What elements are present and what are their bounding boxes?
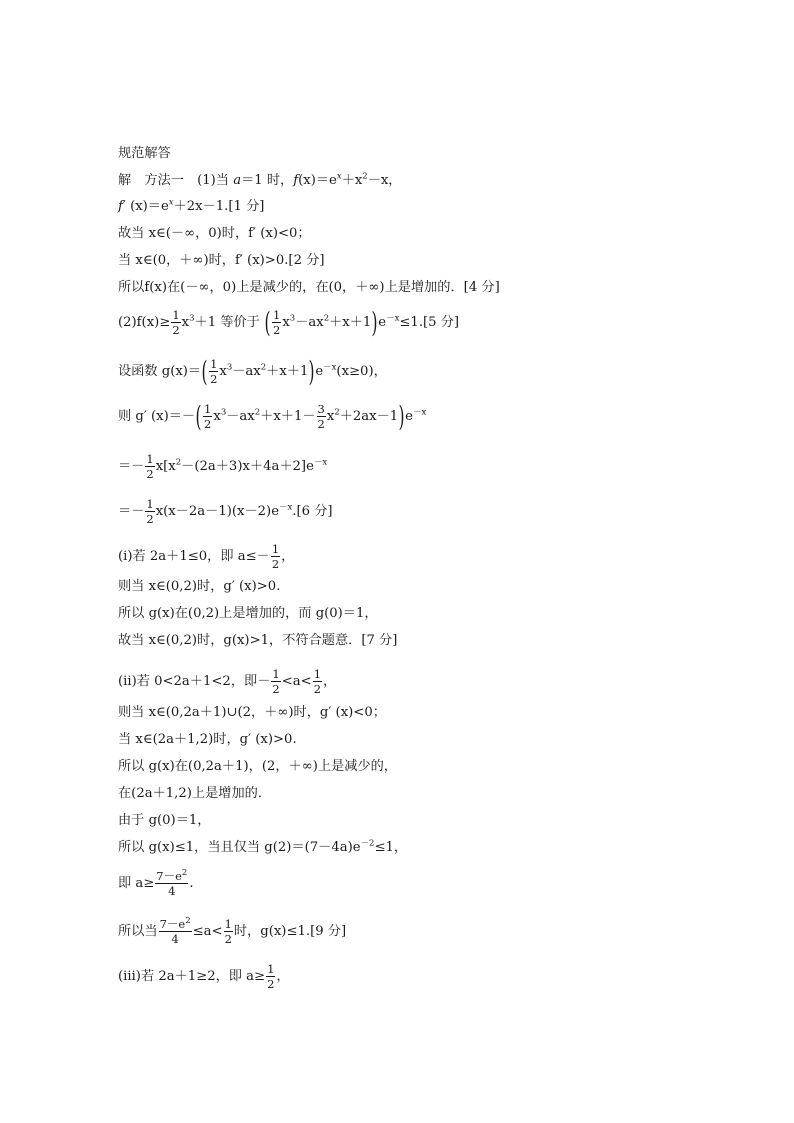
exp: x xyxy=(336,171,342,182)
text: .[6 分] xyxy=(292,504,333,519)
numerator: 1 xyxy=(313,667,322,681)
numerator xyxy=(159,917,192,932)
text: x xyxy=(326,409,335,424)
text: (2)f(x)≥ xyxy=(118,315,171,330)
solution-line-18: 所以 g(x)在(0,2a＋1)，(2，＋∞)上是减少的， xyxy=(118,759,397,774)
numerator: 1 xyxy=(172,308,180,322)
denominator: 2 xyxy=(172,323,180,337)
text: 时，g(x)≤1.[9 分] xyxy=(233,924,347,939)
text: ， xyxy=(281,549,295,564)
text: x xyxy=(282,315,290,330)
solution-line-11 xyxy=(118,542,294,571)
denominator: 2 xyxy=(272,682,280,696)
text: ＋x＋1－ xyxy=(260,409,316,424)
numerator: 1 xyxy=(146,497,154,511)
denominator: 2 xyxy=(273,323,281,337)
exp: －x xyxy=(313,457,328,468)
var-f: f xyxy=(293,173,299,188)
numerator: 1 xyxy=(271,542,280,556)
text: ＋x＋1 xyxy=(266,364,309,379)
solution-line-24 xyxy=(118,962,290,991)
denominator: 2 xyxy=(210,372,218,386)
solution-line-9 xyxy=(118,452,327,481)
fraction-one-half xyxy=(224,917,233,946)
denominator: 2 xyxy=(313,682,322,696)
text: －ax xyxy=(226,409,255,424)
solution-line-3: 故当 x∈(－∞，0)时，f′ (x)<0； xyxy=(118,226,311,241)
text: 即 a≥ xyxy=(118,876,155,891)
solution-line-6 xyxy=(118,305,460,339)
exp: 3 xyxy=(289,313,296,324)
text: <a< xyxy=(281,674,312,689)
text: －ax xyxy=(295,315,324,330)
solution-line-13: 所以 g(x)在(0,2)上是增加的，而 g(0)＝1， xyxy=(118,606,378,621)
solution-line-15 xyxy=(118,667,336,696)
exp: 2 xyxy=(181,868,188,879)
numerator xyxy=(155,869,188,884)
solution-line-17: 当 x∈(2a＋1,2)时，g′ (x)>0. xyxy=(118,732,297,747)
text: ， xyxy=(276,969,290,984)
numerator-text: 7－e xyxy=(156,869,182,883)
text: ≤1.[5 分] xyxy=(399,315,460,330)
text: 设函数 g(x)＝ xyxy=(118,364,202,379)
text: ＋x＋1 xyxy=(329,315,372,330)
fraction-one-half xyxy=(272,308,281,337)
denominator: 2 xyxy=(317,417,325,431)
text: ＝－ xyxy=(118,459,145,474)
denominator: 4 xyxy=(171,932,179,946)
solution-line-14: 故当 x∈(0,2)时，g(x)>1，不符合题意．[7 分] xyxy=(118,633,398,648)
denominator: 2 xyxy=(224,932,232,946)
text: ＋2x－1.[1 分] xyxy=(173,199,265,214)
var-a: a xyxy=(233,173,242,188)
text: ≤1， xyxy=(374,840,408,855)
fraction-one-half xyxy=(271,667,280,696)
numerator: 3 xyxy=(317,402,325,416)
big-paren-left: ( xyxy=(201,354,208,388)
big-paren-right: ) xyxy=(371,305,378,339)
numerator: 1 xyxy=(273,308,281,322)
fraction-one-half xyxy=(271,542,280,571)
big-paren-right: ) xyxy=(308,354,315,388)
text: x xyxy=(213,409,221,424)
text: ′ (x)＝e xyxy=(122,199,169,214)
text: －x， xyxy=(367,173,402,188)
solution-line-2 xyxy=(118,198,264,216)
exp: －x xyxy=(386,313,400,324)
fraction-one-half xyxy=(171,308,180,337)
fraction-one-half xyxy=(209,357,218,386)
solution-line-10 xyxy=(118,497,333,526)
text: (x)＝e xyxy=(298,173,337,188)
solution-line-8 xyxy=(118,399,427,433)
denominator: 4 xyxy=(168,884,176,898)
var-f: f xyxy=(118,199,123,214)
text: x xyxy=(181,315,190,330)
solution-line-20: 由于 g(0)＝1， xyxy=(118,813,211,828)
exp: 2 xyxy=(254,407,261,418)
exp: 2 xyxy=(362,171,368,182)
text: 解 方法一 (1)当 xyxy=(118,173,234,188)
exp: 3 xyxy=(220,407,227,418)
denominator: 2 xyxy=(146,512,154,526)
fraction-7-minus-e2-over-4 xyxy=(155,869,188,898)
text: ， xyxy=(323,674,337,689)
exp: 2 xyxy=(334,407,340,418)
exp: 2 xyxy=(260,362,267,373)
solution-line-5: 所以f(x)在(－∞，0)上是减少的，在(0，＋∞)上是增加的．[4 分] xyxy=(118,280,500,295)
numerator: 1 xyxy=(204,402,212,416)
fraction-one-half xyxy=(145,452,154,481)
fraction-one-half xyxy=(313,667,322,696)
exp: 3 xyxy=(189,313,195,324)
numerator-text: 7－e xyxy=(159,917,186,931)
text: 所以 g(x)≤1，当且仅当 g(2)＝(7－4a)e xyxy=(118,840,361,855)
text: x[x xyxy=(155,459,176,474)
denominator: 2 xyxy=(204,417,212,431)
text: e xyxy=(315,364,324,379)
section-heading: 规范解答 xyxy=(118,146,171,161)
fraction-three-halves xyxy=(317,402,326,431)
text: ＝1 时， xyxy=(241,173,294,188)
big-paren-right: ) xyxy=(398,399,405,433)
fraction-one-half xyxy=(145,497,154,526)
denominator: 2 xyxy=(267,977,275,991)
text: (ⅰ)若 2a＋1≤0，即 a≤－ xyxy=(118,549,270,564)
big-paren-left: ( xyxy=(264,305,271,339)
exp: －x xyxy=(412,407,427,418)
numerator: 1 xyxy=(210,357,218,371)
exp: x xyxy=(168,197,174,208)
text: e xyxy=(405,409,413,424)
numerator: 1 xyxy=(224,917,232,931)
exp: 2 xyxy=(185,916,191,927)
text: －(2a＋3)x＋4a＋2]e xyxy=(181,459,314,474)
text: x(x－2a－1)(x－2)e xyxy=(155,504,279,519)
text: . xyxy=(189,876,194,891)
solution-line-21 xyxy=(118,839,407,857)
exp: 2 xyxy=(175,457,182,468)
fraction-one-half xyxy=(203,402,212,431)
denominator: 2 xyxy=(271,557,280,571)
text: x xyxy=(219,364,227,379)
fraction-one-half xyxy=(266,962,275,991)
text: ＋2ax－1 xyxy=(339,409,399,424)
text: ≤a< xyxy=(192,924,223,939)
solution-line-19: 在(2a＋1,2)上是增加的． xyxy=(118,786,272,801)
text: (x≥0)， xyxy=(336,364,387,379)
numerator: 1 xyxy=(146,452,154,466)
text: ＋1 等价于 xyxy=(194,315,260,330)
text: 所以当 xyxy=(118,924,158,939)
numerator: 1 xyxy=(272,667,280,681)
big-paren-left: ( xyxy=(195,399,202,433)
numerator: 1 xyxy=(267,962,275,976)
solution-line-7 xyxy=(118,354,387,388)
text: ＝－ xyxy=(118,504,145,519)
text: 则 g′ (x)＝－ xyxy=(118,409,196,424)
exp: －2 xyxy=(360,838,375,849)
solution-line-1 xyxy=(118,172,402,190)
text: (ⅱ)若 0<2a＋1<2，即－ xyxy=(118,674,271,689)
solution-line-12: 则当 x∈(0,2)时，g′ (x)>0. xyxy=(118,579,281,594)
exp: 3 xyxy=(226,362,233,373)
text: (ⅲ)若 2a＋1≥2，即 a≥ xyxy=(118,969,266,984)
fraction-7-minus-e2-over-4 xyxy=(159,917,192,946)
text: ＋x xyxy=(341,173,363,188)
solution-line-23 xyxy=(118,917,346,946)
text: e xyxy=(378,315,387,330)
text: －ax xyxy=(232,364,261,379)
exp: －x xyxy=(323,362,337,373)
exp: －x xyxy=(279,502,293,513)
denominator: 2 xyxy=(146,467,154,481)
solution-line-22 xyxy=(118,869,194,898)
solution-line-16: 则当 x∈(0,2a＋1)∪(2，＋∞)时，g′ (x)<0； xyxy=(118,705,386,720)
solution-line-4: 当 x∈(0，＋∞)时，f′ (x)>0.[2 分] xyxy=(118,253,325,268)
exp: 2 xyxy=(323,313,330,324)
